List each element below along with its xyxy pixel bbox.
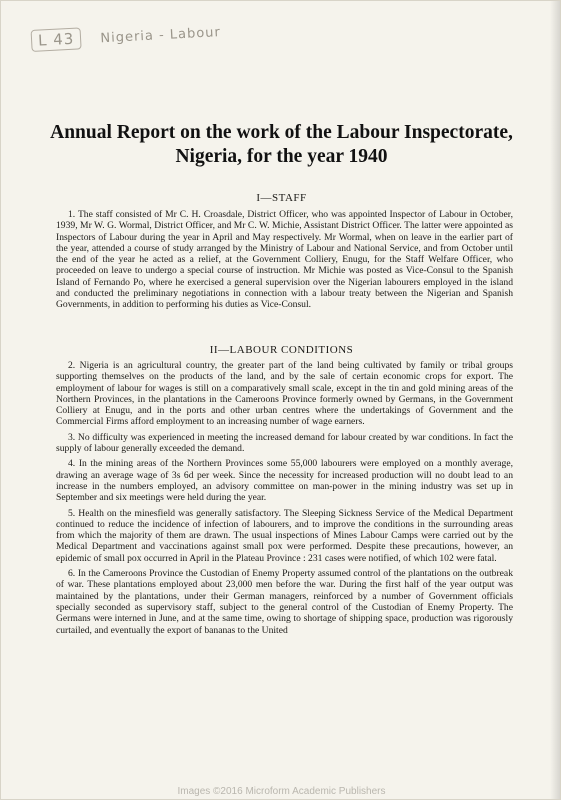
paragraph-2: 2. Nigeria is an agricultural country, the greater part of the land being cultivated by family or tribal groups supporting themselves on the products of the land, and by the sale of certain economic crops for export. The employment of labour for wages is still on a comparatively small scale, except in the tin and gold mining areas of the Northern Provinces, in the plantations in the Cameroons Province formerly owned by Germans, in the Government Colliery at Enugu, and in the ports and other urban centres where the undertakings of Government and the Commercial Firms afford employment to an increasing number of wage earners. [56, 360, 513, 428]
paragraph-5: 5. Health on the minesfield was generally satisfactory. The Sleeping Sickness Service of the Medical Department continued to reduce the incidence of infection of labourers, and to improve the conditions in the surrounding areas from which the majority of them are drawn. The usual inspections of Mines Labour Camps were carried out by the Medical Department and vaccinations against small pox were performed. Despite these precautions, however, an epidemic of small pox occurred in April in the Plateau Province : 231 cases were notified, of which 102 were fatal. [56, 507, 513, 564]
handwritten-note: Nigeria - Labour [100, 25, 222, 47]
section-body-labour-conditions [56, 360, 513, 636]
handwritten-annotation [31, 20, 222, 52]
publisher-watermark: Images ©2016 Microform Academic Publishers [177, 786, 386, 797]
report-title: Annual Report on the work of the Labour Inspectorate, Nigeria, for the year 1940 [50, 122, 513, 167]
section-body-staff [56, 209, 513, 311]
section-heading-labour-conditions: II—LABOUR CONDITIONS [209, 344, 354, 356]
paragraph-4: 4. In the mining areas of the Northern Provinces some 55,000 labourers were employed on a monthly average, drawing an average wage of 3s 6d per week. Since the necessity for increased production will no doubt lead to an increase in the numbers employed, an advisory committee on man-power in the mining industry was set up in September and six meetings were held during the year. [56, 458, 513, 504]
paragraph-6: 6. In the Cameroons Province the Custodian of Enemy Property assumed control of the plantations on the outbreak of war. These plantations employed about 23,000 men before the war. During the first half of the year output was maintained by the plantations, under their German managers, reinforced by a number of Government officials specially seconded as supervisory staff, subject to the general control of the Custodian of Enemy Property. The Germans were interned in June, and at the same time, owing to shortage of shipping space, production was rigorously curtailed, and eventually the export of bananas to the United [56, 568, 513, 636]
paragraph-1: 1. The staff consisted of Mr C. H. Croasdale, District Officer, who was appointed Inspector of Labour in October, 1939, Mr W. G. Wormal, District Officer, and Mr C. W. Michie, Assistant District Officer. The latter were appointed as Inspectors of Labour during the year in April and May respectively. Mr Wormal, when on leave in the earlier part of the year, attended a course of study arranged by the Ministry of Labour and National Service, and from October until the end of the year he acted as a relief, at the Government Colliery, Enugu, for the Staff Welfare Officer, who proceeded on leave to undergo a special course of instruction. Mr Michie was posted as Vice-Consul to the Spanish Island of Fernando Po, where he exercised a general supervision over the Nigerian labourers employed in the island and conducted the preliminary negotiations in connection with a labour treaty between the Nigerian and Spanish Governments, in addition to performing his duties as Vice-Consul. [56, 209, 513, 311]
handwritten-reference: L 43 [31, 27, 82, 52]
paragraph-3: 3. No difficulty was experienced in meeting the increased demand for labour created by war conditions. In fact the supply of labour generally exceeded the demand. [56, 431, 513, 455]
section-heading-staff: I—STAFF [256, 192, 307, 204]
page-edge-shadow [550, 1, 560, 800]
